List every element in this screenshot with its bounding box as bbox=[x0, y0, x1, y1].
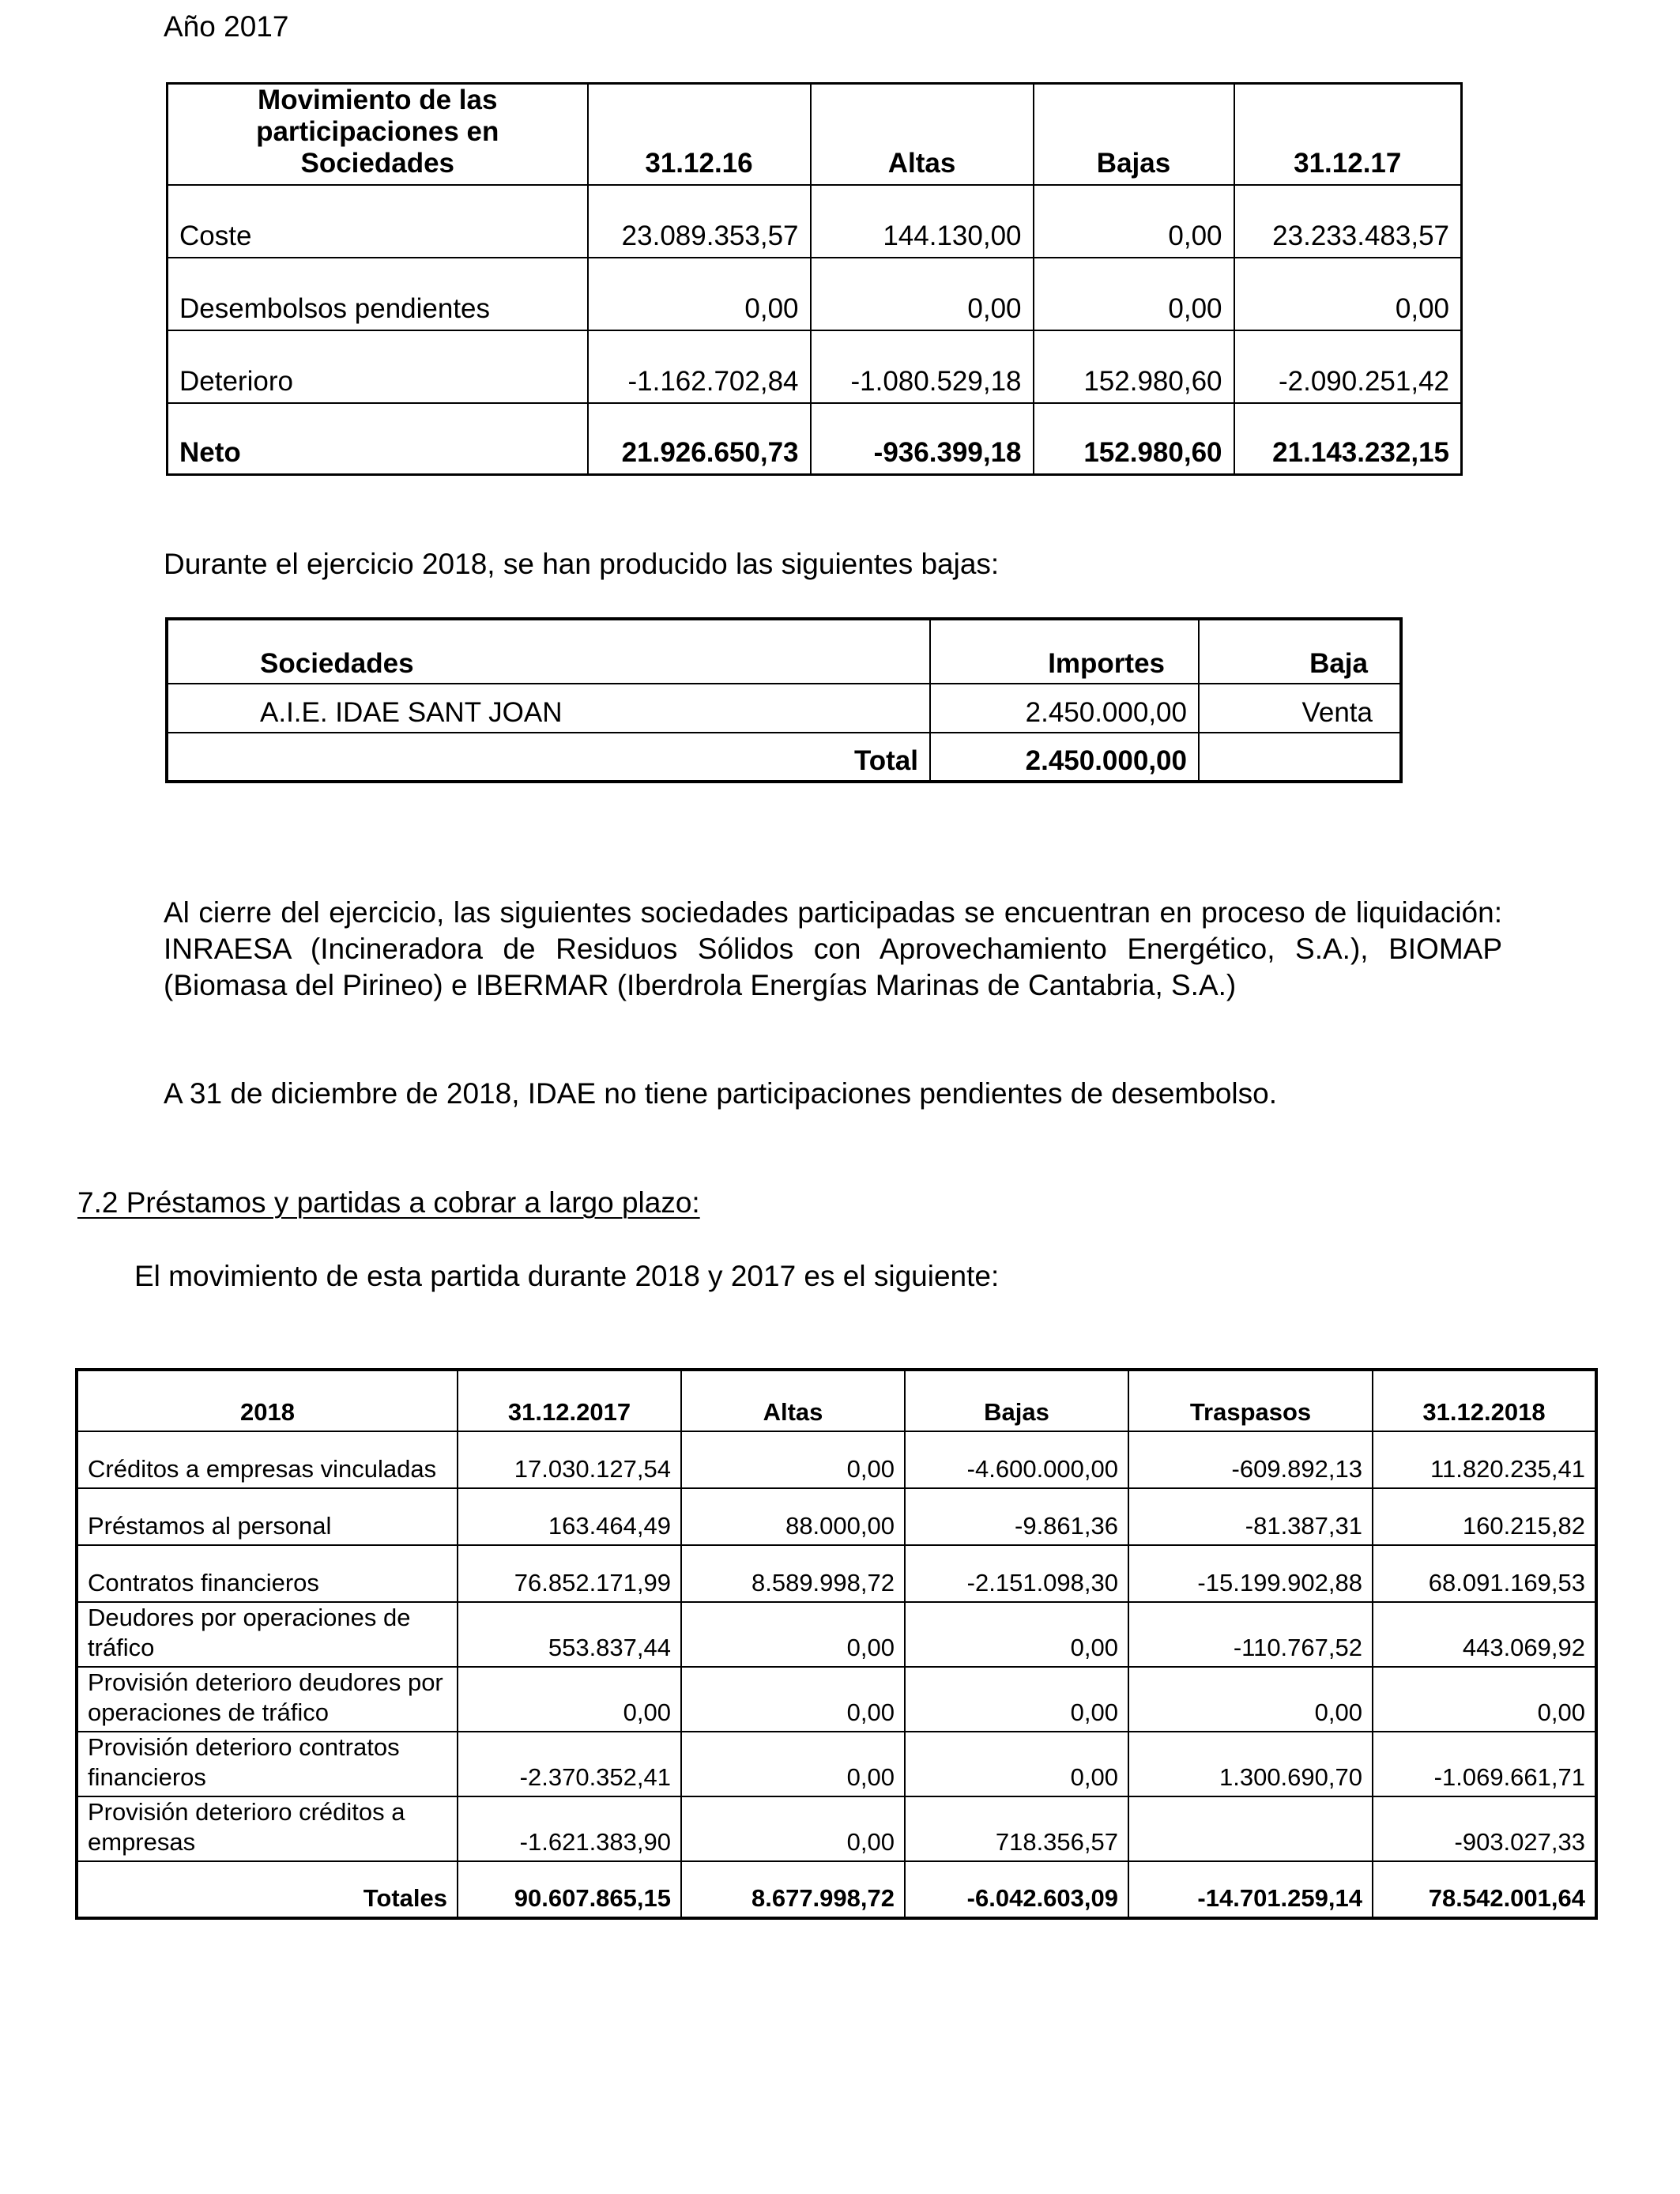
cell-value: 553.837,44 bbox=[458, 1602, 681, 1667]
table-row bbox=[167, 684, 1401, 733]
cell-value: -4.600.000,00 bbox=[905, 1431, 1128, 1488]
row-label: Contratos financieros bbox=[77, 1545, 458, 1602]
cell-value: 0,00 bbox=[681, 1602, 905, 1667]
header-baja: Baja bbox=[1199, 619, 1401, 684]
table-total-row bbox=[77, 1861, 1596, 1918]
cell-value bbox=[1128, 1796, 1373, 1861]
cell-value: 1.300.690,70 bbox=[1128, 1732, 1373, 1796]
section-heading: 7.2 Préstamos y partidas a cobrar a largo plazo: bbox=[77, 1186, 700, 1219]
cell-value: 0,00 bbox=[1034, 258, 1234, 330]
cell-value: -81.387,31 bbox=[1128, 1488, 1373, 1545]
paragraph-desembolso: A 31 de diciembre de 2018, IDAE no tiene participaciones pendientes de desembolso. bbox=[164, 1077, 1277, 1110]
table-total-row bbox=[167, 733, 1401, 782]
table-header-row bbox=[168, 84, 1462, 186]
cell-value: 0,00 bbox=[1373, 1667, 1596, 1732]
table-row bbox=[77, 1488, 1596, 1545]
cell-value: -1.069.661,71 bbox=[1373, 1732, 1596, 1796]
cell-importe: 2.450.000,00 bbox=[930, 684, 1199, 733]
total-empty bbox=[1199, 733, 1401, 782]
total-value: 90.607.865,15 bbox=[458, 1861, 681, 1918]
cell-value: 0,00 bbox=[1234, 258, 1462, 330]
header-year: 2018 bbox=[77, 1370, 458, 1431]
cell-value: 23.089.353,57 bbox=[588, 185, 811, 258]
cell-value: 23.233.483,57 bbox=[1234, 185, 1462, 258]
header-traspasos: Traspasos bbox=[1128, 1370, 1373, 1431]
cell-value: 443.069,92 bbox=[1373, 1602, 1596, 1667]
header-bajas: Bajas bbox=[1034, 84, 1234, 186]
table-header-row bbox=[167, 619, 1401, 684]
cell-value: -1.621.383,90 bbox=[458, 1796, 681, 1861]
total-label: Neto bbox=[168, 403, 588, 474]
table-row bbox=[77, 1796, 1596, 1861]
cell-value: 11.820.235,41 bbox=[1373, 1431, 1596, 1488]
cell-value: 0,00 bbox=[905, 1667, 1128, 1732]
cell-baja: Venta bbox=[1199, 684, 1401, 733]
cell-value: -2.090.251,42 bbox=[1234, 330, 1462, 403]
cell-value: 76.852.171,99 bbox=[458, 1545, 681, 1602]
row-label: Deudores por operaciones de tráfico bbox=[77, 1602, 458, 1667]
cell-value: 88.000,00 bbox=[681, 1488, 905, 1545]
total-value: -936.399,18 bbox=[811, 403, 1034, 474]
cell-value: 0,00 bbox=[681, 1796, 905, 1861]
cell-value: 0,00 bbox=[458, 1667, 681, 1732]
intro-bajas: Durante el ejercicio 2018, se han producido las siguientes bajas: bbox=[164, 548, 1000, 580]
cell-value: 0,00 bbox=[588, 258, 811, 330]
cell-value: 0,00 bbox=[1034, 185, 1234, 258]
row-label: Deterioro bbox=[168, 330, 588, 403]
cell-value: -9.861,36 bbox=[905, 1488, 1128, 1545]
row-label: Coste bbox=[168, 185, 588, 258]
table-row bbox=[168, 185, 1462, 258]
row-label: Provisión deterioro deudores por operaciones de tráfico bbox=[77, 1667, 458, 1732]
cell-value: 0,00 bbox=[905, 1602, 1128, 1667]
intro-movimiento: El movimiento de esta partida durante 2018 y 2017 es el siguiente: bbox=[134, 1260, 1000, 1292]
total-value: 8.677.998,72 bbox=[681, 1861, 905, 1918]
table-row bbox=[168, 330, 1462, 403]
header-altas: Altas bbox=[811, 84, 1034, 186]
cell-value: -1.162.702,84 bbox=[588, 330, 811, 403]
table-total-row bbox=[168, 403, 1462, 474]
table-row bbox=[77, 1431, 1596, 1488]
header-31-12-16: 31.12.16 bbox=[588, 84, 811, 186]
cell-value: 8.589.998,72 bbox=[681, 1545, 905, 1602]
cell-value: 17.030.127,54 bbox=[458, 1431, 681, 1488]
total-value: 21.143.232,15 bbox=[1234, 403, 1462, 474]
cell-value: -15.199.902,88 bbox=[1128, 1545, 1373, 1602]
year-label: Año 2017 bbox=[164, 10, 289, 43]
cell-value: -2.370.352,41 bbox=[458, 1732, 681, 1796]
header-31-12-2018: 31.12.2018 bbox=[1373, 1370, 1596, 1431]
table-header-row bbox=[77, 1370, 1596, 1431]
total-value: 78.542.001,64 bbox=[1373, 1861, 1596, 1918]
cell-value: 718.356,57 bbox=[905, 1796, 1128, 1861]
cell-value: 0,00 bbox=[905, 1732, 1128, 1796]
cell-value: 0,00 bbox=[811, 258, 1034, 330]
total-importe: 2.450.000,00 bbox=[930, 733, 1199, 782]
cell-value: -903.027,33 bbox=[1373, 1796, 1596, 1861]
cell-value: 152.980,60 bbox=[1034, 330, 1234, 403]
participaciones-table bbox=[166, 82, 1463, 476]
cell-value: 0,00 bbox=[681, 1667, 905, 1732]
row-label: Provisión deterioro contratos financieros bbox=[77, 1732, 458, 1796]
table-row bbox=[77, 1602, 1596, 1667]
cell-value: 160.215,82 bbox=[1373, 1488, 1596, 1545]
cell-value: -609.892,13 bbox=[1128, 1431, 1373, 1488]
cell-value: 0,00 bbox=[681, 1732, 905, 1796]
cell-value: -1.080.529,18 bbox=[811, 330, 1034, 403]
header-importes: Importes bbox=[930, 619, 1199, 684]
total-value: -14.701.259,14 bbox=[1128, 1861, 1373, 1918]
total-value: 21.926.650,73 bbox=[588, 403, 811, 474]
paragraph-liquidacion: Al cierre del ejercicio, las siguientes sociedades participadas se encuentran en proceso de liquidación: INRAESA (Incineradora de Residuos Sólidos con Aprovechamiento Energético, S.A.), BIOMAP (Biomasa del Pirineo) e IBERMAR (Iberdrola Energías Marinas de Cantabria, S.A.) bbox=[164, 896, 1502, 1001]
row-sociedad: A.I.E. IDAE SANT JOAN bbox=[167, 684, 930, 733]
cell-value: 68.091.169,53 bbox=[1373, 1545, 1596, 1602]
row-label: Desembolsos pendientes bbox=[168, 258, 588, 330]
header-movimiento: Movimiento de las participaciones en Sociedades bbox=[168, 84, 588, 186]
table-row bbox=[168, 258, 1462, 330]
cell-value: -110.767,52 bbox=[1128, 1602, 1373, 1667]
total-value: -6.042.603,09 bbox=[905, 1861, 1128, 1918]
header-sociedades: Sociedades bbox=[167, 619, 930, 684]
row-label: Provisión deterioro créditos a empresas bbox=[77, 1796, 458, 1861]
cell-value: 0,00 bbox=[1128, 1667, 1373, 1732]
row-label: Préstamos al personal bbox=[77, 1488, 458, 1545]
cell-value: -2.151.098,30 bbox=[905, 1545, 1128, 1602]
bajas-table bbox=[165, 617, 1403, 783]
total-label: Totales bbox=[77, 1861, 458, 1918]
cell-value: 163.464,49 bbox=[458, 1488, 681, 1545]
table-row bbox=[77, 1545, 1596, 1602]
table-row bbox=[77, 1732, 1596, 1796]
table-row bbox=[77, 1667, 1596, 1732]
header-altas: Altas bbox=[681, 1370, 905, 1431]
cell-value: 0,00 bbox=[681, 1431, 905, 1488]
cell-value: 144.130,00 bbox=[811, 185, 1034, 258]
header-31-12-17: 31.12.17 bbox=[1234, 84, 1462, 186]
header-bajas: Bajas bbox=[905, 1370, 1128, 1431]
header-31-12-2017: 31.12.2017 bbox=[458, 1370, 681, 1431]
total-value: 152.980,60 bbox=[1034, 403, 1234, 474]
total-label: Total bbox=[167, 733, 930, 782]
row-label: Créditos a empresas vinculadas bbox=[77, 1431, 458, 1488]
prestamos-table bbox=[75, 1368, 1598, 1920]
